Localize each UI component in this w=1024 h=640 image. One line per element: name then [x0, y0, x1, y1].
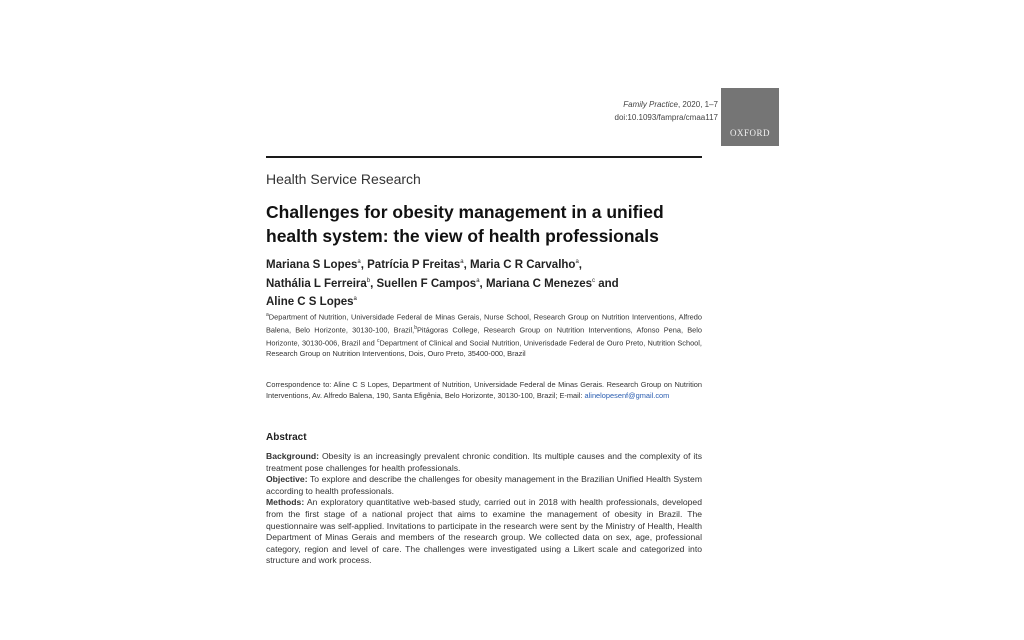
author-affiliation-mark: a	[460, 259, 464, 265]
section-label: Health Service Research	[266, 171, 421, 187]
author-list	[266, 254, 706, 310]
author-item: Patrícia P Freitas$^a$,	[367, 258, 470, 271]
abstract-objective-label: Objective:	[266, 474, 308, 485]
author-item: Suellen F Campos$^a$,	[376, 277, 486, 290]
header-rule	[266, 156, 702, 158]
author-affiliation-mark: a	[353, 296, 357, 303]
journal-issue: , 2020, 1–7	[677, 100, 718, 109]
journal-info	[540, 98, 718, 124]
abstract-methods-label: Methods:	[266, 497, 305, 508]
author-affiliation-mark: a	[476, 277, 480, 284]
abstract-methods	[266, 497, 702, 567]
correspondence-text: Correspondence to: Aline C S Lopes, Department of Nutrition, Universidade Federal de Minas Gerais. Research Group on Nutrition Interventions, Av. Alfredo Balena, 190, Santa Efigênia, Belo Horizonte, 30130-100, Brazil; E-mail:	[266, 380, 702, 401]
journal-citation	[540, 98, 718, 111]
affiliation-mark: c	[376, 337, 380, 344]
abstract-background	[266, 451, 702, 474]
abstract-heading: Abstract	[266, 432, 307, 443]
abstract-methods-text: An exploratory quantitative web-based study, carried out in 2018 with health professionals, developed from the first stage of a national project that aims to examine the management of obesity in Brazil. The questionnaire was self-applied. Invitations to participate in the research were sent by the Ministry of Health, Health Department of Minas Gerais and members of the research group. We collected data on sex, age, professional category, region and level of care. The challenges were investigated using a Likert scale and categorized into structure and work process.	[266, 497, 702, 566]
author-name: Patrícia P Freitas	[367, 258, 461, 271]
author-item: Mariana S Lopes$^a$,	[266, 258, 368, 271]
author-name: Maria C R Carvalho	[469, 258, 576, 271]
affiliation-text: Pitágoras College, Research Group on Nutrition Interventions, Afonso Pena, Belo Horizonte, 30130-006, Brazil and	[266, 325, 702, 347]
affiliations	[266, 310, 702, 360]
author-name: Mariana C Menezes	[485, 277, 593, 290]
author-name: Mariana S Lopes	[266, 258, 358, 271]
affiliation-text: Department of Nutrition, Universidade Federal de Minas Gerais, Nurse School, Research Group on Nutrition Interventions, Alfredo Balena, Belo Horizonte, 30130-100, Brazil,	[266, 312, 702, 335]
author-name: Suellen F Campos	[376, 277, 477, 290]
correspondence	[266, 379, 702, 402]
article-title: Challenges for obesity management in a unified health system: the view of health professionals	[266, 202, 664, 246]
journal-name: Family Practice	[623, 100, 678, 109]
affiliation-text: Department of Clinical and Social Nutrition, Univerisdade Federal de Ouro Preto, Nutrition School, Research Group on Nutrition Interventions, Dois, Ouro Preto, 35400-000, Brazil	[266, 338, 702, 359]
oxford-logo	[721, 88, 779, 146]
correspondence-email-link[interactable]: alinelopesenf@gmail.com	[584, 391, 670, 401]
abstract-background-text: Obesity is an increasingly prevalent chronic condition. Its multiple causes and the complexity of its treatment pose challenges for health professionals.	[266, 451, 702, 473]
author-item: Nathália L Ferreira$^b$,	[266, 277, 377, 290]
abstract-objective	[266, 474, 702, 497]
author-affiliation-mark: a	[357, 259, 361, 265]
affiliation-mark: b	[414, 324, 417, 331]
author-item	[266, 296, 357, 308]
affiliation-mark: a	[266, 312, 269, 318]
abstract-objective-text: To explore and describe the challenges for obesity management in the Brazilian Unified Health System according to health professionals.	[266, 474, 702, 496]
author-name: Nathália L Ferreira	[266, 277, 367, 290]
author-item: Maria C R Carvalho$^a$,	[469, 258, 582, 271]
author-affiliation-mark: b	[366, 277, 371, 284]
abstract-body	[266, 451, 702, 567]
author-affiliation-mark: a	[575, 259, 579, 265]
author-affiliation-mark: c	[592, 277, 596, 284]
abstract-background-label: Background:	[266, 451, 319, 461]
author-item: Mariana C Menezes$^c$ and	[485, 277, 619, 290]
oxford-logo-text: OXFORD	[729, 128, 770, 138]
author-name: Aline C S Lopes	[266, 296, 354, 309]
journal-doi: doi:10.1093/fampra/cmaa117	[614, 113, 718, 122]
